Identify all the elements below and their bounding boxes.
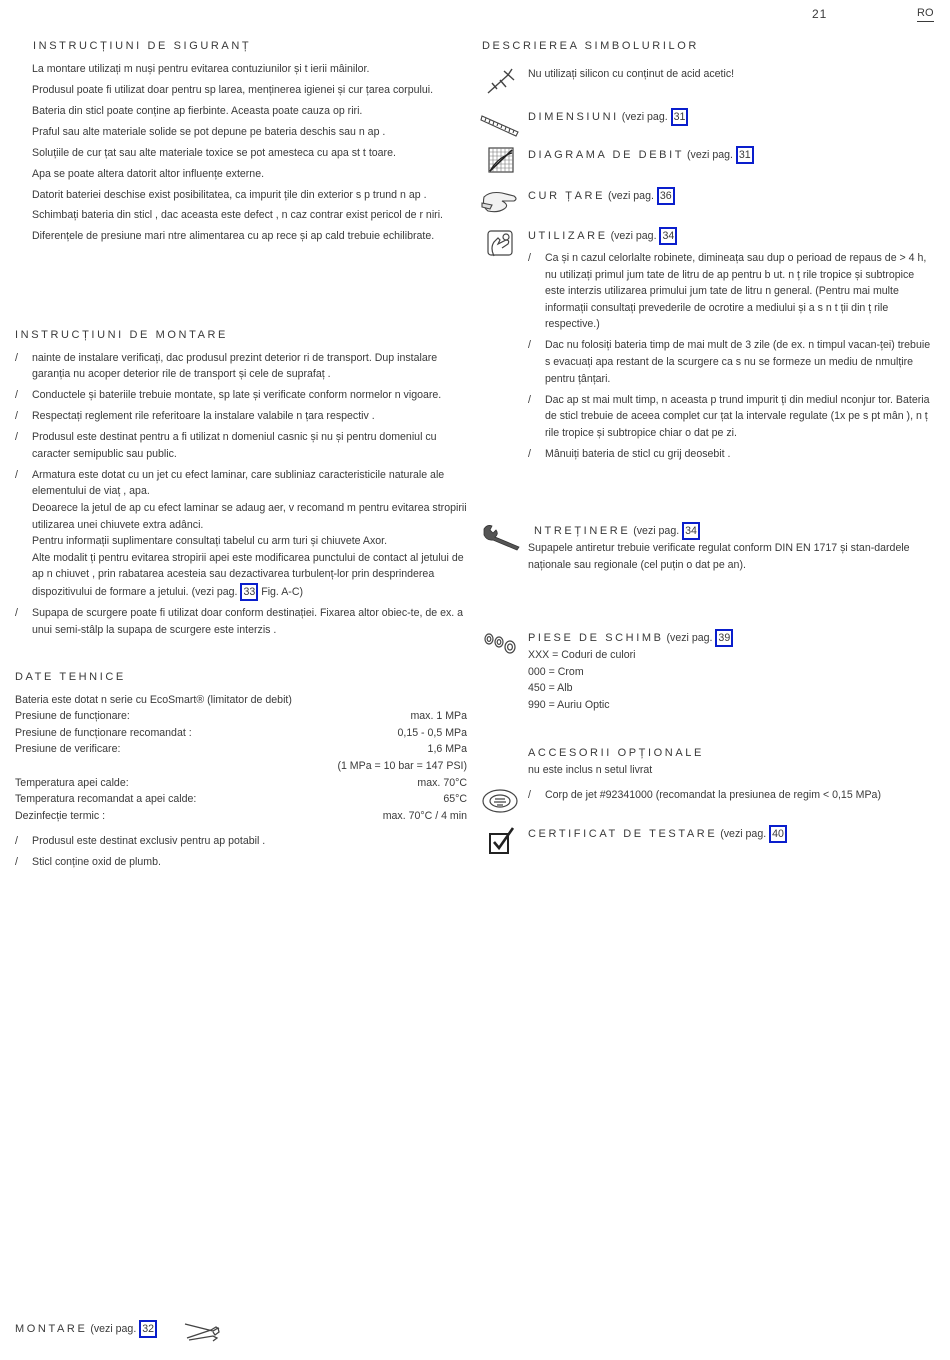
certificate-title: CERTIFICAT DE TESTARE <box>528 828 718 840</box>
safety-item: Praful sau alte materiale solide se pot depune pe bateria deschis sau n ap . <box>32 125 386 138</box>
tech-data-title: DATE TEHNICE <box>15 671 126 683</box>
safety-item: Schimbați bateria din sticl , dac aceasta este defect , n caz contrar exist pericol de r niri. <box>32 209 443 222</box>
spares-section <box>528 629 936 713</box>
page-ref-link[interactable]: 31 <box>671 108 689 126</box>
safety-item: La montare utilizați m nuși pentru evitarea contuziunilor și t ierii mâinilor. <box>32 62 370 75</box>
spare-parts-icon <box>482 630 522 658</box>
tech-note: / Sticl conține oxid de plumb. <box>15 856 161 869</box>
flow-diagram-icon <box>488 147 514 173</box>
page-ref-link[interactable]: 31 <box>736 146 754 164</box>
montare-section: MONTARE (vezi pag. 32 <box>15 1320 157 1338</box>
usage-title: UTILIZARE <box>528 230 608 242</box>
page-ref-link[interactable]: 32 <box>139 1320 157 1338</box>
spares-title: PIESE DE SCHIMB <box>528 632 664 644</box>
cleaning-title: CUR ȚARE <box>528 190 606 202</box>
mounting-instructions-section <box>15 327 470 643</box>
usage-item: / Mânuiți bateria de sticl cu grij deosebit . <box>528 447 731 460</box>
tools-icon <box>183 1318 221 1344</box>
accessory-item: / Corp de jet #92341000 (recomandat la presiunea de regim < 0,15 MPa) <box>528 789 881 802</box>
mounting-item: / Respectați reglement rile referitoare la instalare valabile n țara respectiv . <box>15 410 375 423</box>
page-number: 21 <box>812 7 828 21</box>
dimensions-heading: DIMENSIUNI (vezi pag. 31 <box>528 108 688 126</box>
page-ref-link[interactable]: 40 <box>769 825 787 843</box>
wrench-icon <box>481 523 521 551</box>
mounting-item: / Supapa de scurgere poate fi utilizat doar conform destinației. Fixarea altor obiec-te, de ex. a unui semi-stâlp la supapa de scurgere este interzis . <box>15 607 464 636</box>
tech-row: Temperatura recomandat a apei calde: 65°C <box>15 793 467 806</box>
safety-item: Produsul poate fi utilizat doar pentru sp larea, menținerea igienei și cur țarea corpului. <box>32 83 434 96</box>
mounting-item: / Produsul este destinat pentru a fi utilizat n domeniul casnic și nu și pentru domeniul cu caracter semipublic sau public. <box>15 431 437 460</box>
laminar-p4: Alte modalit ți pentru evitarea stropirii apei este modificarea punctului de contact al jetului de ap n chiuvet , prin rabatarea acesteia sau dezactivarea turbulenț-lor prin desprinderea dispozitivului de formare a jetului. (vezi pag. 33 Fig. A-C) <box>32 550 470 601</box>
maintenance-text: Supapele antiretur trebuie verificate regulat conform DIN EN 1717 și stan-dardele naționale sau regionale (cel puțin o dat pe an). <box>528 542 910 571</box>
usage-section <box>528 227 936 467</box>
safety-item: Diferențele de presiune mari ntre alimentarea cu ap rece și ap cald trebuie echilibrate. <box>32 230 435 243</box>
maintenance-title: NTREȚINERE <box>534 525 631 537</box>
tech-row: Temperatura apei calde: max. 70°C <box>15 776 467 789</box>
usage-hand-icon <box>484 228 518 260</box>
spares-heading: PIESE DE SCHIMB (vezi pag. 39 <box>528 629 936 647</box>
page-ref-link[interactable]: 33 <box>240 583 258 601</box>
spares-line: 450 = Alb <box>528 682 573 695</box>
dimensions-title: DIMENSIUNI <box>528 111 619 123</box>
spares-line: 990 = Auriu Optic <box>528 698 610 711</box>
usage-item: / Dac ap st mai mult timp, n aceasta p trund impurit ți din mediul nconjur tor. Bateria de sticl trebuie de aceea complet cur țat la intervale regulate (1x pe s pt mân ), n ț rile tropice și subtropice chiar o dat pe zi. <box>528 393 930 439</box>
usage-item: / Dac nu folosiți bateria timp de mai mult de 3 zile (de ex. n timpul vacan-ței) trebuie s evacuați apa restant de la scurgere ca s nu se formeze un mediu de nmulțire pentru țânțari. <box>528 339 931 385</box>
tech-note: / Produsul este destinat exclusiv pentru ap potabil . <box>15 835 266 848</box>
maintenance-heading: NTREȚINERE (vezi pag. 34 <box>528 522 936 540</box>
tech-intro: Bateria este dotat n serie cu EcoSmart® (limitator de debit) <box>15 693 292 706</box>
laminar-p3: Pentru informații suplimentare consultați tabelul cu arm turi și chiuvete Axor. <box>32 535 388 548</box>
certificate-check-icon <box>487 826 515 856</box>
spares-line: XXX = Coduri de culori <box>528 649 636 661</box>
silicone-gun-icon <box>484 66 516 96</box>
page-ref-link[interactable]: 34 <box>682 522 700 540</box>
language-code: RO <box>917 6 934 22</box>
tech-row: Dezinfecție termic : max. 70°C / 4 min <box>15 809 467 822</box>
cleaning-hand-icon <box>480 187 520 217</box>
safety-section <box>15 38 470 249</box>
safety-item: Bateria din sticl poate conține ap fierbinte. Aceasta poate cauza op riri. <box>32 104 363 117</box>
safety-item: Apa se poate altera datorit altor influențe externe. <box>32 167 265 180</box>
spares-line: 000 = Crom <box>528 665 584 678</box>
tech-data-section <box>15 669 467 875</box>
cleaning-heading: CUR ȚARE (vezi pag. 36 <box>528 187 675 205</box>
safety-item: Datorit bateriei deschise exist posibilitatea, ca impurit țile din exterior s p trund n ap . <box>32 188 427 201</box>
usage-heading: UTILIZARE (vezi pag. 34 <box>528 227 936 245</box>
ruler-icon <box>480 108 520 138</box>
mounting-item: / nainte de instalare verificați, dac produsul prezint deterior ri de transport. Dup instalare garanția nu acoper deterior rile de transport și cele de suprafaț . <box>15 351 438 381</box>
mounting-item: / Conductele și bateriile trebuie montate, sp late și verificate conform normelor n vigoare. <box>15 389 442 402</box>
jet-body-icon <box>481 787 519 815</box>
symbols-title: DESCRIEREA SIMBOLURILOR <box>482 40 699 52</box>
certificate-heading: CERTIFICAT DE TESTARE (vezi pag. 40 <box>528 825 787 843</box>
page-ref-link[interactable]: 39 <box>715 629 733 647</box>
safety-title: INSTRUCȚIUNI DE SIGURANȚ <box>33 40 252 52</box>
laminar-p1: Armatura este dotat cu un jet cu efect laminar, care subliniaz caracteristicile naturale ale elementului de viaț , apa. <box>32 468 445 498</box>
accessories-section <box>528 745 938 808</box>
montare-title: MONTARE <box>15 1323 88 1335</box>
tech-row: Presiune de verificare: 1,6 MPa <box>15 743 467 756</box>
flow-heading: DIAGRAMA DE DEBIT (vezi pag. 31 <box>528 146 754 164</box>
laminar-p2: Deoarece la jetul de ap cu efect laminar se adaug aer, v recomand m pentru evitarea stropirii utilizarea unei chiuvete extra adânci. <box>32 501 467 531</box>
no-silicone-note: Nu utilizați silicon cu conținut de acid acetic! <box>528 68 735 80</box>
flow-title: DIAGRAMA DE DEBIT <box>528 149 685 161</box>
accessories-title: ACCESORII OPȚIONALE <box>528 747 704 759</box>
tech-row: Presiune de funcționare: max. 1 MPa <box>15 710 467 723</box>
page-ref-link[interactable]: 36 <box>657 187 675 205</box>
page-ref-link[interactable]: 34 <box>659 227 677 245</box>
tech-row: (1 MPa = 10 bar = 147 PSI) <box>337 759 467 772</box>
maintenance-section <box>528 522 936 573</box>
tech-row: Presiune de funcționare recomandat : 0,15 - 0,5 MPa <box>15 726 467 739</box>
safety-item: Soluțiile de cur țat sau alte materiale toxice se pot amesteca cu apa st t toare. <box>32 146 396 159</box>
mounting-instructions-title: INSTRUCȚIUNI DE MONTARE <box>15 329 228 341</box>
usage-item: / Ca și n cazul celorlalte robinete, dimineața sau dup o perioad de repaus de > 4 h, nu utilizați primul jum tate de litru de ap pentru b ut. n ț rile tropice și subtropice este interzis utilizarea primului jum tate de litru n general. (Pentru mai multe informații consultați prevederile de ocrotire a mediului și a s n t ții din ț rile respective.) <box>528 252 927 331</box>
accessories-subtitle: nu este inclus n setul livrat <box>528 763 653 776</box>
laminar-jet-item: / Armatura este dotat cu un jet cu efect laminar, care subliniaz caracteristicile naturale ale elementului de viaț , apa. Deoarece la jetul de ap cu efect laminar se adaug aer, v recomand m pentru evitarea stropirii utilizarea unei chiuvete extra adânci. Pentru informații suplimentare consultați tabelul cu arm turi și chiuvete Axor. Alte modalit ți pentru evitarea stropirii apei este modificarea punctului de contact al jetului de ap n chiuvet , prin rabatarea acesteia sau dezactivarea turbulenț-lor prin desprinderea dispozitivului de formare a jetului. (vezi pag. 33 Fig. A-C) <box>15 467 470 601</box>
